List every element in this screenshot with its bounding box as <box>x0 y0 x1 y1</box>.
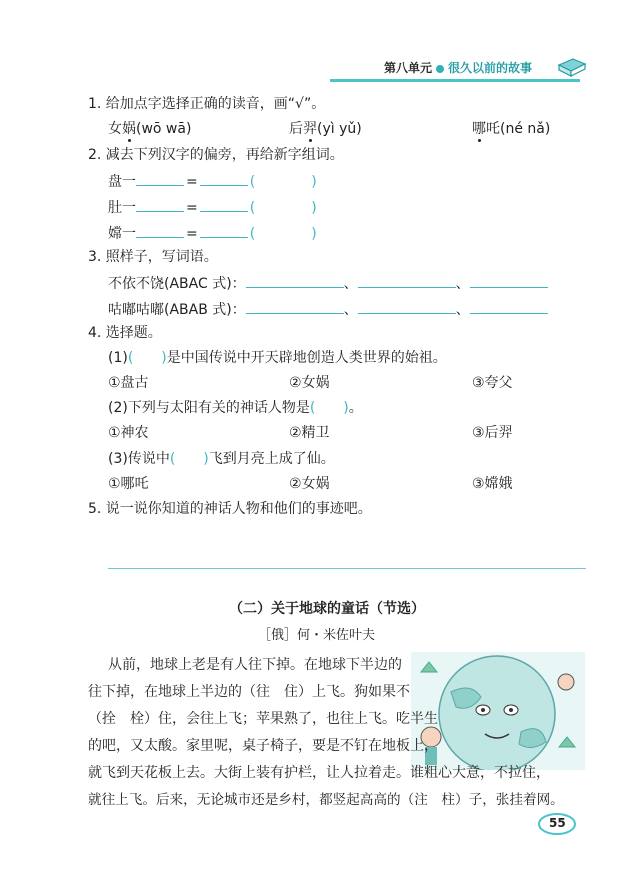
q3-blank-2a[interactable] <box>246 299 344 314</box>
q1-reading-2[interactable]: (yì yǔ) <box>317 121 362 137</box>
q4-s3-end: 飞到月亮上成了仙。 <box>208 451 335 467</box>
q3-label-2: 咕嘟咕嘟(ABAB 式)： <box>108 302 246 318</box>
q3-row-1 <box>108 273 548 293</box>
q4-o2-c: ③后羿 <box>472 425 513 441</box>
q4-s3-text: (3)传说中 <box>108 451 170 467</box>
story-author: ［俄］何・米佐叶夫 <box>258 628 376 643</box>
q2-minus: 一 <box>122 226 136 242</box>
q2-minus: 一 <box>122 200 136 216</box>
q4-s1-num: (1) <box>108 350 128 366</box>
q4-prompt: 4. 选择题。 <box>88 325 162 341</box>
story-line-1: 从前，地球上老是有人往下掉。在地球下半边的 <box>108 657 402 673</box>
unit-theme: 很久以前的故事 <box>448 61 533 75</box>
q2-paren-1[interactable]: ( ) <box>249 174 317 190</box>
story-title: （二）关于地球的童话（节选） <box>229 601 425 617</box>
q4-sentence-3 <box>108 450 335 468</box>
q2-paren-3[interactable]: ( ) <box>249 226 317 242</box>
q3-blank-1c[interactable] <box>470 273 548 288</box>
q4-o1-c: ③夸父 <box>472 375 513 391</box>
q3-sep: 、 <box>343 302 358 318</box>
q1-item-2 <box>289 120 362 138</box>
q4-sentence-2 <box>108 399 363 417</box>
page-number-badge <box>536 812 578 836</box>
q4-o3-c: ③嫦娥 <box>472 476 513 492</box>
q2-blank-1a[interactable] <box>136 171 184 186</box>
story-line-4: 的吧，又太酸。家里呢，桌子椅子，要是不钉在地板上， <box>88 738 438 754</box>
unit-header <box>384 59 532 76</box>
q4-answer-2[interactable]: ( ) <box>309 400 349 416</box>
q3-sep: 、 <box>343 276 358 292</box>
page-number: 55 <box>549 816 566 830</box>
q4-o1-a: ①盘古 <box>108 375 149 391</box>
q2-paren-2[interactable]: ( ) <box>249 200 317 216</box>
q4-o3-a: ①哪吒 <box>108 476 149 492</box>
q2-equals: = <box>186 174 198 190</box>
answer-divider <box>108 568 586 569</box>
q2-row-2 <box>108 197 317 217</box>
q4-o2-b: ②精卫 <box>289 425 330 441</box>
q2-char-1: 盘 <box>108 174 122 190</box>
q4-s1-text: 是中国传说中开天辟地创造人类世界的始祖。 <box>166 350 447 366</box>
q3-sep: 、 <box>455 276 470 292</box>
header-rule <box>330 79 580 82</box>
q2-blank-1b[interactable] <box>200 171 248 186</box>
q1-word-3: 哪吒 <box>472 121 500 137</box>
q3-blank-1b[interactable] <box>358 273 456 288</box>
q3-blank-2b[interactable] <box>358 299 456 314</box>
q2-minus: 一 <box>122 174 136 190</box>
q4-s2-end: 。 <box>348 400 363 416</box>
q3-blank-2c[interactable] <box>470 299 548 314</box>
q1-item-1 <box>108 120 191 138</box>
q1-word-2: 后羿 <box>289 121 317 137</box>
q4-sentence-1 <box>108 349 447 367</box>
q1-item-3 <box>472 120 550 138</box>
q2-prompt: 2. 减去下列汉字的偏旁，再给新字组词。 <box>88 147 344 163</box>
q2-row-3 <box>108 223 317 243</box>
q5-prompt: 5. 说一说你知道的神话人物和他们的事迹吧。 <box>88 501 372 517</box>
q2-equals: = <box>186 200 198 216</box>
story-line-5: 就飞到天花板上去。大街上装有护栏，让人拉着走。谁粗心大意，不拉住， <box>88 765 550 781</box>
unit-label: 第八单元 <box>384 61 433 75</box>
q4-answer-3[interactable]: ( ) <box>169 451 209 467</box>
q2-char-3: 嫦 <box>108 226 122 242</box>
q2-row-1 <box>108 171 317 191</box>
q4-o3-b: ②女娲 <box>289 476 330 492</box>
q2-blank-2a[interactable] <box>136 197 184 212</box>
q2-blank-3b[interactable] <box>200 223 248 238</box>
q1-reading-1[interactable]: (wō wā) <box>136 121 192 137</box>
q4-s2-text: (2)下列与太阳有关的神话人物是 <box>108 400 310 416</box>
q3-row-2 <box>108 299 548 319</box>
q3-sep: 、 <box>455 302 470 318</box>
q4-o2-a: ①神农 <box>108 425 149 441</box>
q3-blank-1a[interactable] <box>246 273 344 288</box>
q1-prompt: 1. 给加点字选择正确的读音，画“√”。 <box>88 96 326 112</box>
story-line-6: 就往上飞。后来，无论城市还是乡村，都竖起高高的（注 柱）子，张挂着网。 <box>88 792 564 808</box>
q3-prompt: 3. 照样子，写词语。 <box>88 249 218 265</box>
q1-word-1: 女娲 <box>108 121 136 137</box>
q4-o1-b: ②女娲 <box>289 375 330 391</box>
header-dot <box>436 65 444 73</box>
q3-label-1: 不依不饶(ABAC 式)： <box>108 276 246 292</box>
q2-blank-3a[interactable] <box>136 223 184 238</box>
story-line-2: 往下掉，在地球上半边的（往 住）上飞。狗如果不 <box>88 684 410 700</box>
q1-reading-3[interactable]: (né nǎ) <box>500 121 551 137</box>
book-icon <box>557 55 587 83</box>
q4-answer-1[interactable]: ( ) <box>127 350 167 366</box>
q2-equals: = <box>186 226 198 242</box>
q2-blank-2b[interactable] <box>200 197 248 212</box>
q2-char-2: 肚 <box>108 200 122 216</box>
story-line-3: （拴 栓）住，会往上飞；苹果熟了，也往上飞。吃半生 <box>88 711 438 727</box>
